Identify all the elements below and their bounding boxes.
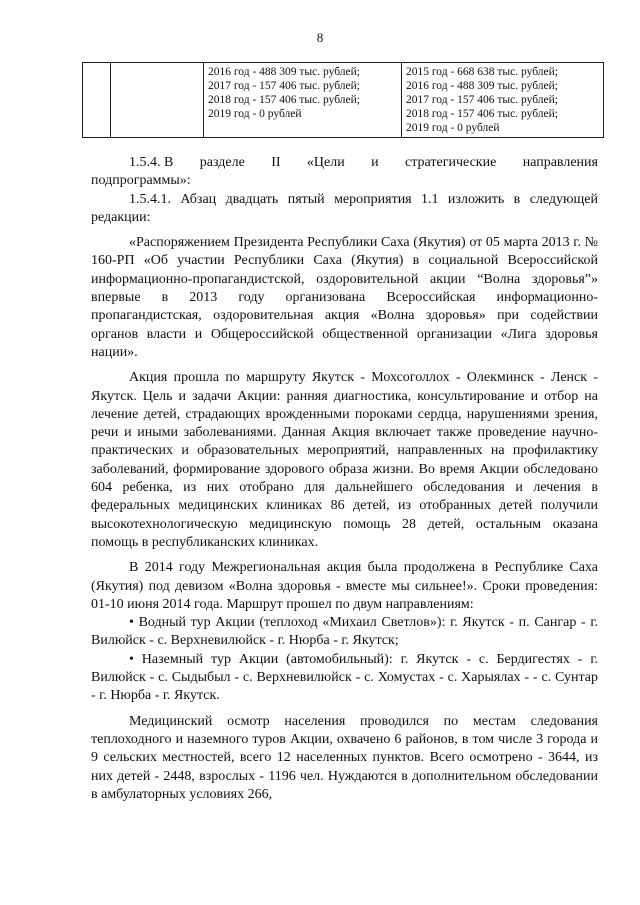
heading-word: 1.5.4. В xyxy=(129,155,174,170)
funding-line: 2018 год - 157 406 тыс. рублей; xyxy=(406,108,558,120)
section-heading xyxy=(91,154,598,172)
bullet-land-tour: • Наземный тур Акции (автомобильный): г. Якутск - с. Бердигестях - г. Вилюйск - с. Сыдыбыл - с. Верхневилюйск - с. Хомустах - с. Харыялах - - с. Сунтар - г. Нюрба - г. Якутск. xyxy=(91,651,598,704)
section-heading-continuation: подпрограммы»: xyxy=(91,173,191,189)
funding-line: 2017 год - 157 406 тыс. рублей; xyxy=(208,80,360,92)
table-cell-funding-a xyxy=(204,63,402,138)
budget-table xyxy=(82,62,604,138)
funding-line: 2018 год - 157 406 тыс. рублей; xyxy=(208,94,360,106)
heading-word: «Цели xyxy=(306,155,345,170)
table-cell-empty-2 xyxy=(111,63,204,138)
funding-line: 2019 год - 0 рублей xyxy=(406,122,500,134)
paragraph-1: «Распоряжением Президента Республики Саха (Якутия) от 05 марта 2013 г. № 160-РП «Об участии Республики Саха (Якутия) в социальной Всероссийской информационно-пропагандистской, оздоровительной акции “Волна здоровья”» впервые в 2013 году организована Всероссийская информационно-пропагандистская, оздоровительная акция «Волна здоровья» при содействии органов власти и Общероссийской общественной организации «Лига здоровья нации». xyxy=(91,235,598,360)
heading-word: направления xyxy=(522,155,598,170)
heading-word: II xyxy=(271,155,281,170)
bullet-water-tour: • Водный тур Акции (теплоход «Михаил Светлов»): г. Якутск - п. Сангар - г. Вилюйск - с. Верхневилюйск - г. Нюрба - г. Якутск; xyxy=(91,615,598,649)
heading-word: разделе xyxy=(199,155,245,170)
table-row xyxy=(83,63,604,138)
heading-word: стратегические xyxy=(405,155,497,170)
table-cell-funding-b xyxy=(402,63,604,138)
paragraph-2: Акция прошла по маршруту Якутск - Мохсоголлох - Олекминск - Ленск - Якутск. Цель и задачи Акции: ранняя диагностика, консультирование и отбор на лечение детей, страдающих врожденными пороками сердца, нарушениями зрения, речи и иными заболеваниями. Данная Акция включает также проведение научно-практических и образовательных мероприятий, направленных на профилактику заболеваний, формирование здорового образа жизни. Во время Акции обследовано 604 ребенка, из них отобрано для дальнейшего обследования и лечения в федеральных медицинских клиниках 86 детей, из отобранных детей получили высокотехнологическую медицинскую помощь 28 детей, остальным оказана помощь в республиканских клиниках. xyxy=(91,370,598,550)
funding-line: 2015 год - 668 638 тыс. рублей; xyxy=(406,66,558,78)
table-cell-empty-1 xyxy=(83,63,111,138)
document-body xyxy=(91,154,598,804)
paragraph-4: Медицинский осмотр населения проводился по местам следования теплоходного и наземного туров Акции, охвачено 6 районов, в том числе 3 города и 9 сельских местностей, всего 12 населенных пунктов. Всего осмотрено - 3644, из них детей - 2448, взрослых - 1196 чел. Нуждаются в дополнительном обследовании в амбулаторных условиях 266, xyxy=(91,713,598,802)
sub-heading: 1.5.4.1. Абзац двадцать пятый мероприятия 1.1 изложить в следующей редакции: xyxy=(91,191,598,225)
funding-line: 2019 год - 0 рублей xyxy=(208,108,302,120)
funding-line: 2016 год - 488 309 тыс. рублей; xyxy=(406,80,558,92)
paragraph-3: В 2014 году Межрегиональная акция была продолжена в Республике Саха (Якутия) под девизом «Волна здоровья - вместе мы сильнее!». Сроки проведения: 01-10 июня 2014 года. Маршрут прошел по двум направлениям: xyxy=(91,560,598,612)
page-number: 8 xyxy=(316,30,324,45)
funding-line: 2017 год - 157 406 тыс. рублей; xyxy=(406,94,558,106)
funding-line: 2016 год - 488 309 тыс. рублей; xyxy=(208,66,360,78)
heading-word: и xyxy=(371,155,379,170)
